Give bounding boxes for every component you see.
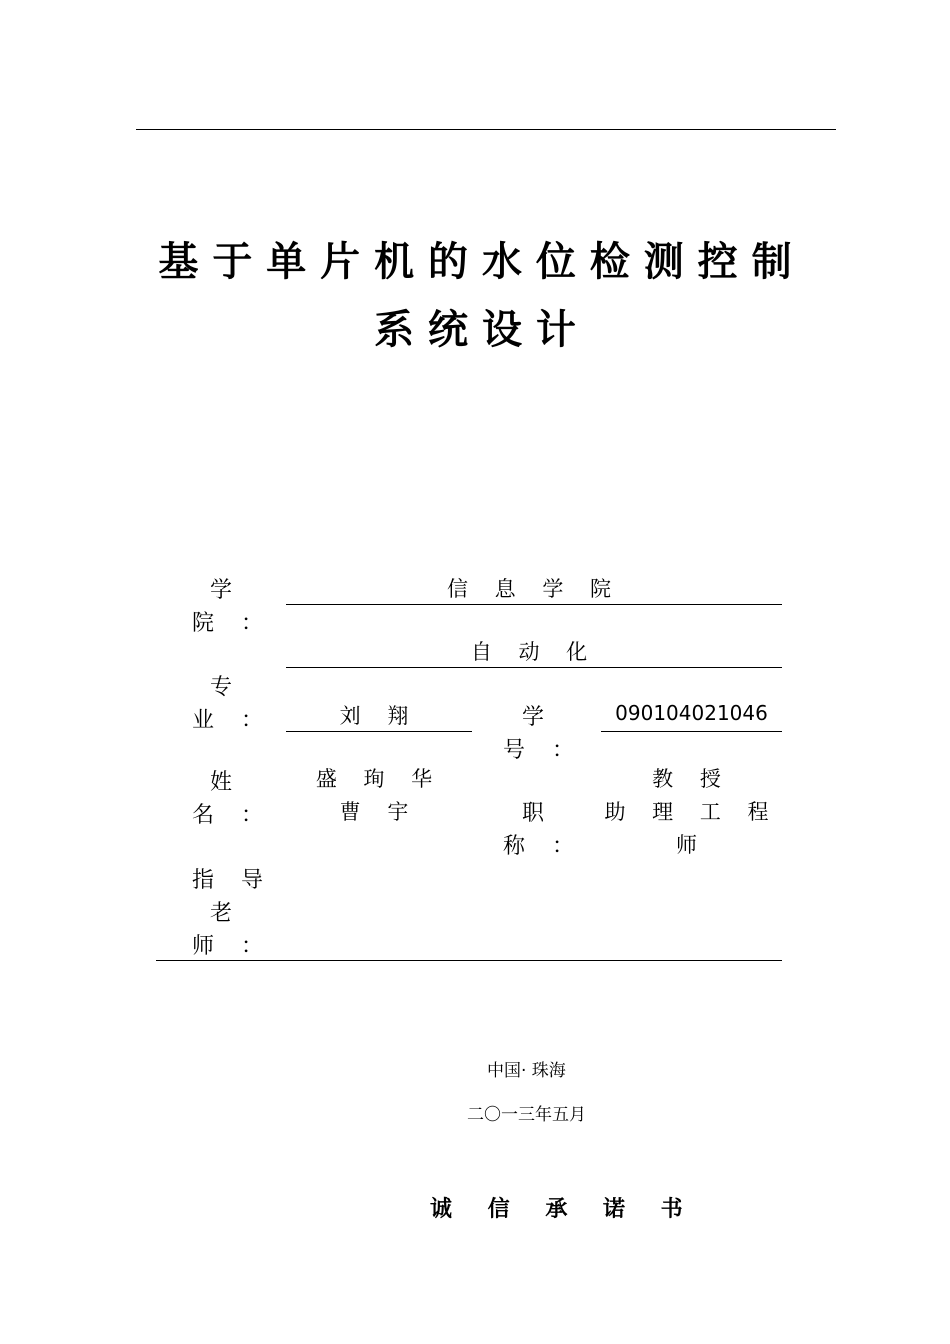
- professional-title-value-3: 师: [676, 833, 707, 857]
- student-id-value: 090104021046: [615, 701, 768, 725]
- major-underline: [286, 667, 782, 668]
- integrity-pledge-heading: 诚 信 承 诺 书: [430, 1197, 697, 1222]
- name-label-part-2: 名 ：: [192, 803, 273, 828]
- college-label-part-1: 学: [210, 578, 243, 603]
- major-label-part-1: 专: [210, 675, 243, 700]
- student-id-label-part-2: 号 ：: [503, 738, 584, 763]
- advisor-label-part-1: 指 导: [192, 868, 273, 893]
- student-id-underline: [601, 731, 782, 732]
- professional-title-value-2: 助 理 工 程: [604, 800, 779, 824]
- thesis-title-line-2: 系 统 设 计: [374, 306, 576, 353]
- advisor-name-1: 盛 珣 华: [315, 767, 443, 791]
- form-bottom-rule: [156, 960, 782, 961]
- college-label-part-2: 院 ：: [192, 611, 273, 636]
- advisor-name-2: 曹 宇: [339, 800, 419, 824]
- professional-title-label-part-2: 称 ：: [503, 834, 584, 859]
- professional-title-label-part-1: 职: [522, 801, 555, 826]
- advisor-label-part-2: 老: [210, 901, 243, 926]
- thesis-title-line-1: 基 于 单 片 机 的 水 位 检 测 控 制: [158, 238, 792, 285]
- college-underline: [286, 604, 782, 605]
- name-label-part-1: 姓: [210, 770, 243, 795]
- location-text: 中国· 珠海: [487, 1061, 566, 1081]
- advisor-label-part-3: 师 ：: [192, 934, 273, 959]
- major-label-part-2: 业 ：: [192, 708, 273, 733]
- professional-title-value-1: 教 授: [652, 767, 731, 791]
- college-value: 信 息 学 院: [446, 577, 622, 601]
- student-name-underline: [286, 731, 472, 732]
- student-name-value: 刘 翔: [339, 704, 419, 728]
- student-id-label-part-1: 学: [522, 705, 555, 730]
- top-rule: [136, 129, 836, 130]
- major-value: 自 动 化: [470, 640, 598, 664]
- date-text: 二〇一三年五月: [467, 1105, 586, 1125]
